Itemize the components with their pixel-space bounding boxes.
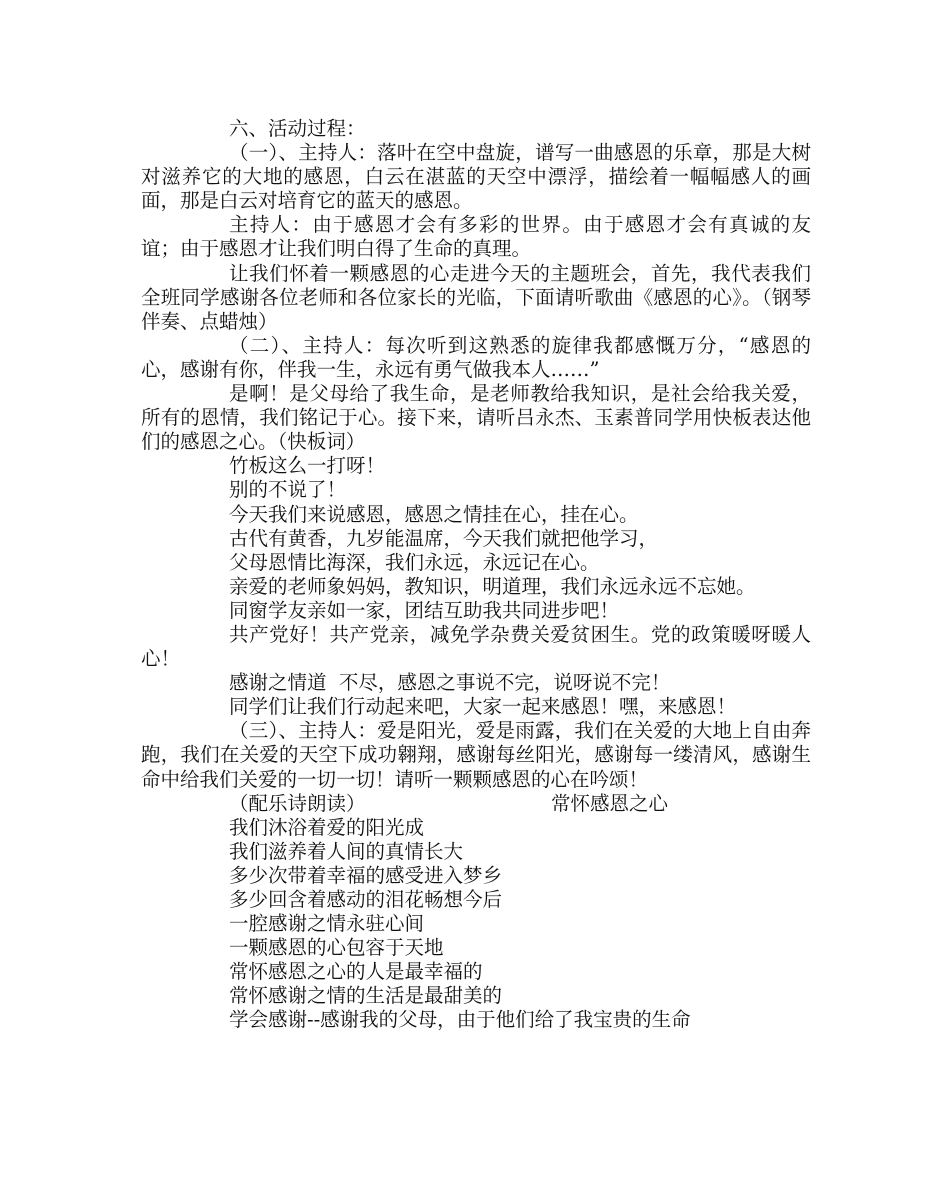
poem-line: 常怀感谢之情的生活是最甜美的 bbox=[229, 984, 503, 1008]
paragraph-part-three: （三）、主持人：爱是阳光，爱是雨露，我们在关爱的大地上自由奔跑，我们在关爱的天空下成功翱翔，感谢每丝阳光，感谢每一缕清风，感谢生命中给我们关爱的一切一切！请听一颗颗感恩的心在吟颂！ bbox=[141, 719, 811, 791]
poem-line: 一腔感谢之情永驻心间 bbox=[229, 912, 425, 936]
poem-line: 学会感谢--感谢我的父母，由于他们给了我宝贵的生命 bbox=[229, 1008, 691, 1032]
kuaiban-line: 同窗学友亲如一家，团结互助我共同进步吧！ bbox=[229, 598, 620, 622]
poem-line: 我们沐浴着爱的阳光成 bbox=[229, 815, 425, 839]
paragraph-gratitude: 是啊！是父母给了我生命，是老师教给我知识，是社会给我关爱，所有的恩情，我们铭记于心。接下来，请听吕永杰、玉素普同学用快板表达他们的感恩之心。（快板词） bbox=[141, 382, 811, 454]
poem-line: 常怀感恩之心的人是最幸福的 bbox=[229, 960, 483, 984]
paragraph-party: 共产党好！共产党亲，减免学杂费关爱贫困生。党的政策暖呀暖人心！ bbox=[141, 622, 811, 671]
kuaiban-line: 竹板这么一打呀！ bbox=[229, 454, 386, 478]
poem-line: 我们滋养着人间的真情长大 bbox=[229, 839, 464, 863]
poem-label: （配乐诗朗读） bbox=[229, 791, 366, 815]
kuaiban-line: 今天我们来说感恩，感恩之情挂在心，挂在心。 bbox=[229, 502, 639, 526]
section-heading: 六、活动过程： bbox=[229, 117, 366, 140]
kuaiban-line: 亲爱的老师象妈妈，教知识，明道理，我们永远永远不忘她。 bbox=[229, 574, 756, 598]
kuaiban-line: 父母恩情比海深，我们永远，永远记在心。 bbox=[229, 550, 600, 574]
kuaiban-line: 感谢之情道 不尽，感恩之事说不完，说呀说不完！ bbox=[229, 671, 671, 695]
kuaiban-line: 古代有黄香，九岁能温席，今天我们就把他学习， bbox=[229, 526, 659, 550]
kuaiban-line: 同学们让我们行动起来吧，大家一起来感恩！嘿，来感恩！ bbox=[229, 695, 737, 719]
paragraph-part-one: （一）、主持人：落叶在空中盘旋，谱写一曲感恩的乐章，那是大树对滋养它的大地的感恩，白云在湛蓝的天空中漂浮，描绘着一幅幅感人的画面，那是白云对培育它的蓝天的感恩。 bbox=[141, 141, 811, 213]
paragraph-intro: 让我们怀着一颗感恩的心走进今天的主题班会，首先，我代表我们全班同学感谢各位老师和各位家长的光临，下面请听歌曲《感恩的心》。（钢琴伴奏、点蜡烛） bbox=[141, 261, 811, 333]
poem-title: 常怀感恩之心 bbox=[551, 791, 669, 815]
poem-line: 多少回含着感动的泪花畅想今后 bbox=[229, 888, 503, 911]
poem-heading bbox=[141, 792, 811, 816]
document-body bbox=[141, 117, 811, 1033]
paragraph-host: 主持人：由于感恩才会有多彩的世界。由于感恩才会有真诚的友谊；由于感恩才让我们明白得了生命的真理。 bbox=[141, 213, 811, 261]
poem-line: 一颗感恩的心包容于天地 bbox=[229, 936, 444, 960]
paragraph-part-two: （二）、主持人：每次听到这熟悉的旋律我都感慨万分，“感恩的心，感谢有你，伴我一生，永远有勇气做我本人……” bbox=[141, 333, 811, 381]
kuaiban-line: 别的不说了！ bbox=[229, 478, 347, 502]
poem-line: 多少次带着幸福的感受进入梦乡 bbox=[229, 863, 503, 887]
